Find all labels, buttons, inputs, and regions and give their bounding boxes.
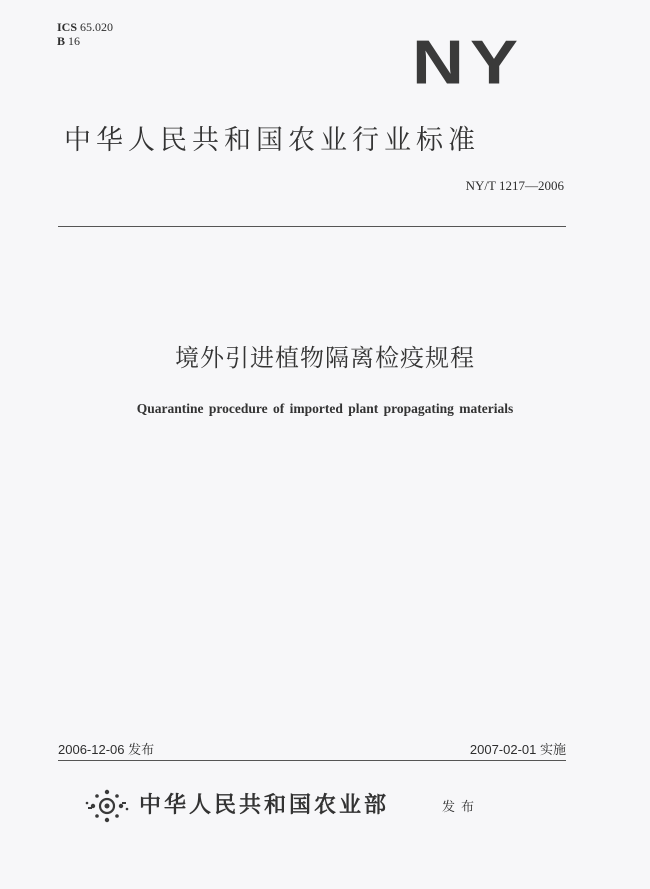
publish-label: 发布 bbox=[442, 800, 481, 815]
class-label: B bbox=[57, 34, 66, 48]
standard-category: 中华人民共和国农业行业标准 bbox=[64, 125, 480, 156]
ministry-emblem-icon bbox=[84, 787, 130, 825]
top-divider bbox=[58, 226, 566, 227]
ics-label: ICS bbox=[57, 20, 78, 34]
issuing-authority: 中华人民共和国农业部 bbox=[139, 792, 390, 818]
document-title-english: Quarantine procedure of imported plant propagating materials bbox=[136, 401, 514, 416]
classification-code bbox=[57, 34, 80, 48]
implementation-date: 2007-02-01 实施 bbox=[469, 742, 566, 757]
class-value: 16 bbox=[68, 34, 81, 48]
ics-code bbox=[57, 20, 113, 34]
ics-value: 65.020 bbox=[80, 20, 114, 34]
issue-date: 2006-12-06 发布 bbox=[58, 742, 155, 757]
ny-logo: NY bbox=[412, 28, 525, 98]
standard-number: NY/T 1217—2006 bbox=[465, 178, 564, 193]
document-title-chinese: 境外引进植物隔离检疫规程 bbox=[175, 344, 475, 372]
bottom-divider bbox=[58, 760, 566, 761]
